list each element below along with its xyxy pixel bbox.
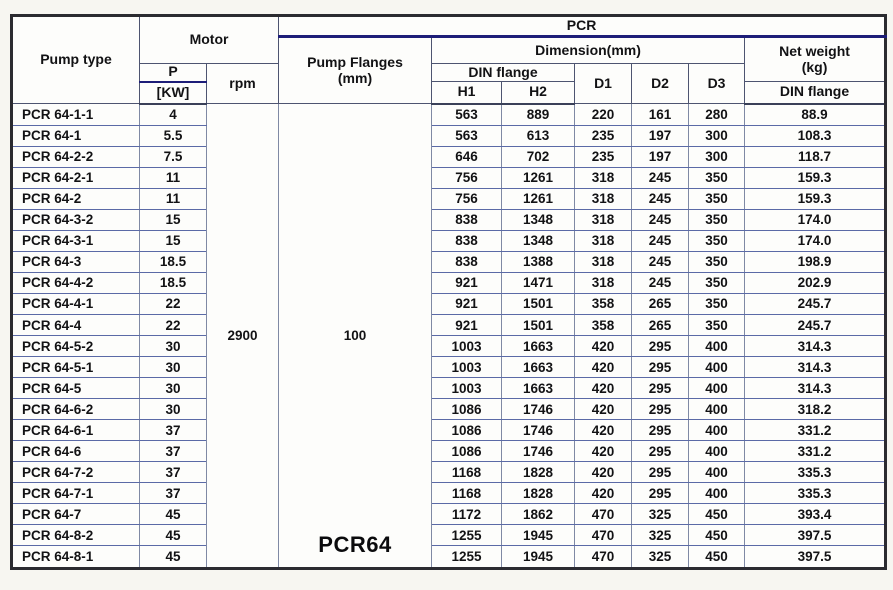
- cell-pump-type: PCR 64-5-1: [12, 357, 140, 378]
- cell-p-kw: 18.5: [140, 251, 207, 272]
- cell-d3: 400: [689, 483, 745, 504]
- cell-pump-type: PCR 64-7: [12, 504, 140, 525]
- header-pump-flanges: [279, 37, 432, 104]
- cell-net-weight: 318.2: [745, 399, 886, 420]
- cell-net-weight: 88.9: [745, 104, 886, 126]
- cell-h2: 1261: [502, 188, 575, 209]
- table-header: [12, 16, 886, 104]
- cell-d3: 400: [689, 336, 745, 357]
- table-row: [12, 525, 886, 546]
- cell-h2: 1501: [502, 293, 575, 314]
- cell-p-kw: 45: [140, 504, 207, 525]
- header-dimension: Dimension(mm): [432, 37, 745, 64]
- header-net-weight: [745, 37, 886, 82]
- table-row: [12, 293, 886, 314]
- cell-d2: 197: [632, 125, 689, 146]
- cell-d2: 245: [632, 209, 689, 230]
- series-watermark-label: PCR64: [318, 532, 392, 557]
- cell-net-weight: 314.3: [745, 378, 886, 399]
- cell-p-kw: 45: [140, 546, 207, 569]
- cell-d3: 400: [689, 399, 745, 420]
- cell-h1: 921: [432, 272, 502, 293]
- cell-d1: 470: [575, 525, 632, 546]
- cell-d3: 400: [689, 462, 745, 483]
- cell-p-kw: 4: [140, 104, 207, 126]
- cell-p-kw: 30: [140, 378, 207, 399]
- cell-d1: 220: [575, 104, 632, 126]
- cell-d2: 265: [632, 314, 689, 335]
- cell-p-kw: 11: [140, 188, 207, 209]
- cell-pump-type: PCR 64-3-1: [12, 230, 140, 251]
- cell-pump-flange-merged: 100 PCR64: [279, 104, 432, 569]
- cell-pump-type: PCR 64-4-1: [12, 293, 140, 314]
- cell-p-kw: 22: [140, 314, 207, 335]
- header-net-weight-line1: Net weight: [779, 42, 850, 59]
- cell-pump-type: PCR 64-4: [12, 314, 140, 335]
- cell-h1: 1003: [432, 378, 502, 399]
- cell-pump-type: PCR 64-8-2: [12, 525, 140, 546]
- cell-net-weight: 397.5: [745, 525, 886, 546]
- cell-d1: 358: [575, 293, 632, 314]
- cell-net-weight: 335.3: [745, 483, 886, 504]
- cell-p-kw: 18.5: [140, 272, 207, 293]
- cell-d2: 197: [632, 146, 689, 167]
- cell-d1: 318: [575, 230, 632, 251]
- cell-d1: 318: [575, 209, 632, 230]
- cell-d3: 400: [689, 378, 745, 399]
- cell-d3: 400: [689, 420, 745, 441]
- cell-net-weight: 314.3: [745, 336, 886, 357]
- cell-pump-type: PCR 64-3-2: [12, 209, 140, 230]
- cell-d2: 245: [632, 167, 689, 188]
- cell-h2: 1348: [502, 230, 575, 251]
- cell-p-kw: 22: [140, 293, 207, 314]
- cell-d1: 318: [575, 188, 632, 209]
- cell-h2: 702: [502, 146, 575, 167]
- cell-p-kw: 11: [140, 167, 207, 188]
- header-p: P: [140, 64, 207, 82]
- header-pcr: PCR: [279, 16, 886, 37]
- cell-pump-type: PCR 64-1: [12, 125, 140, 146]
- cell-p-kw: 37: [140, 462, 207, 483]
- pump-spec-table: [10, 14, 887, 570]
- cell-pump-type: PCR 64-2: [12, 188, 140, 209]
- cell-h2: 1945: [502, 525, 575, 546]
- cell-d3: 300: [689, 146, 745, 167]
- cell-d2: 265: [632, 293, 689, 314]
- cell-d2: 245: [632, 272, 689, 293]
- cell-h2: 1945: [502, 546, 575, 569]
- cell-h1: 563: [432, 104, 502, 126]
- cell-net-weight: 118.7: [745, 146, 886, 167]
- cell-d3: 300: [689, 125, 745, 146]
- table-row: [12, 378, 886, 399]
- cell-net-weight: 245.7: [745, 314, 886, 335]
- cell-d2: 295: [632, 399, 689, 420]
- cell-h1: 1168: [432, 483, 502, 504]
- header-d3: D3: [689, 64, 745, 104]
- cell-d2: 295: [632, 357, 689, 378]
- cell-d3: 350: [689, 209, 745, 230]
- table-row: [12, 441, 886, 462]
- cell-net-weight: 202.9: [745, 272, 886, 293]
- cell-d1: 318: [575, 272, 632, 293]
- table-row: [12, 125, 886, 146]
- cell-d2: 295: [632, 483, 689, 504]
- cell-net-weight: 159.3: [745, 188, 886, 209]
- cell-d2: 325: [632, 525, 689, 546]
- cell-h2: 1348: [502, 209, 575, 230]
- cell-d2: 295: [632, 462, 689, 483]
- cell-p-kw: 30: [140, 357, 207, 378]
- cell-pump-type: PCR 64-1-1: [12, 104, 140, 126]
- cell-d1: 470: [575, 504, 632, 525]
- cell-h2: 889: [502, 104, 575, 126]
- cell-d3: 450: [689, 546, 745, 569]
- table-row: [12, 272, 886, 293]
- cell-d1: 420: [575, 420, 632, 441]
- cell-d3: 350: [689, 230, 745, 251]
- cell-h2: 1388: [502, 251, 575, 272]
- cell-h2: 1862: [502, 504, 575, 525]
- cell-h2: 1663: [502, 336, 575, 357]
- cell-d1: 420: [575, 399, 632, 420]
- table-row: [12, 230, 886, 251]
- cell-net-weight: 331.2: [745, 441, 886, 462]
- cell-pump-type: PCR 64-4-2: [12, 272, 140, 293]
- cell-h2: 1501: [502, 314, 575, 335]
- cell-d1: 318: [575, 251, 632, 272]
- table-row: [12, 188, 886, 209]
- cell-d1: 235: [575, 146, 632, 167]
- cell-net-weight: 174.0: [745, 230, 886, 251]
- cell-d1: 420: [575, 336, 632, 357]
- cell-h1: 646: [432, 146, 502, 167]
- table-row: [12, 546, 886, 569]
- cell-h1: 1086: [432, 441, 502, 462]
- cell-h1: 1172: [432, 504, 502, 525]
- cell-d1: 420: [575, 462, 632, 483]
- cell-d2: 325: [632, 546, 689, 569]
- cell-d3: 350: [689, 272, 745, 293]
- cell-pump-type: PCR 64-6-1: [12, 420, 140, 441]
- cell-pump-type: PCR 64-7-1: [12, 483, 140, 504]
- cell-d2: 295: [632, 420, 689, 441]
- cell-d2: 295: [632, 378, 689, 399]
- header-pump-flanges-line1: Pump Flanges: [307, 53, 403, 70]
- cell-p-kw: 5.5: [140, 125, 207, 146]
- cell-pump-type: PCR 64-7-2: [12, 462, 140, 483]
- table-row: [12, 399, 886, 420]
- cell-pump-type: PCR 64-3: [12, 251, 140, 272]
- cell-d3: 350: [689, 251, 745, 272]
- cell-d2: 245: [632, 188, 689, 209]
- header-motor: Motor: [140, 16, 279, 64]
- cell-p-kw: 37: [140, 483, 207, 504]
- cell-pump-type: PCR 64-6: [12, 441, 140, 462]
- cell-net-weight: 174.0: [745, 209, 886, 230]
- cell-h1: 1255: [432, 546, 502, 569]
- cell-pump-type: PCR 64-2-2: [12, 146, 140, 167]
- cell-h2: 1663: [502, 378, 575, 399]
- cell-h1: 1003: [432, 336, 502, 357]
- cell-h2: 1663: [502, 357, 575, 378]
- table-row: [12, 357, 886, 378]
- table-row: [12, 336, 886, 357]
- cell-h1: 1003: [432, 357, 502, 378]
- cell-pump-type: PCR 64-6-2: [12, 399, 140, 420]
- cell-d3: 400: [689, 441, 745, 462]
- table-row: [12, 251, 886, 272]
- cell-d2: 245: [632, 230, 689, 251]
- table-row: [12, 504, 886, 525]
- cell-d2: 245: [632, 251, 689, 272]
- cell-d1: 420: [575, 378, 632, 399]
- cell-p-kw: 37: [140, 441, 207, 462]
- cell-p-kw: 15: [140, 230, 207, 251]
- header-d2: D2: [632, 64, 689, 104]
- table-row: [12, 104, 886, 126]
- cell-p-kw: 30: [140, 336, 207, 357]
- cell-d2: 325: [632, 504, 689, 525]
- cell-pump-type: PCR 64-5: [12, 378, 140, 399]
- cell-net-weight: 245.7: [745, 293, 886, 314]
- cell-net-weight: 108.3: [745, 125, 886, 146]
- cell-h2: 1261: [502, 167, 575, 188]
- header-din-flange: DIN flange: [432, 64, 575, 82]
- cell-pump-type: PCR 64-8-1: [12, 546, 140, 569]
- cell-h1: 1086: [432, 420, 502, 441]
- table-row: [12, 420, 886, 441]
- cell-h1: 921: [432, 314, 502, 335]
- cell-h1: 838: [432, 251, 502, 272]
- cell-d3: 450: [689, 504, 745, 525]
- cell-p-kw: 7.5: [140, 146, 207, 167]
- cell-p-kw: 15: [140, 209, 207, 230]
- cell-h2: 1828: [502, 462, 575, 483]
- cell-d3: 280: [689, 104, 745, 126]
- cell-d1: 420: [575, 441, 632, 462]
- cell-d1: 235: [575, 125, 632, 146]
- cell-net-weight: 397.5: [745, 546, 886, 569]
- cell-p-kw: 30: [140, 399, 207, 420]
- cell-h1: 756: [432, 188, 502, 209]
- cell-net-weight: 393.4: [745, 504, 886, 525]
- cell-net-weight: 159.3: [745, 167, 886, 188]
- cell-d3: 350: [689, 314, 745, 335]
- cell-d3: 350: [689, 293, 745, 314]
- header-net-weight-line2: (kg): [801, 58, 828, 75]
- cell-h1: 921: [432, 293, 502, 314]
- cell-d2: 295: [632, 441, 689, 462]
- cell-h1: 838: [432, 209, 502, 230]
- cell-h1: 756: [432, 167, 502, 188]
- cell-d1: 318: [575, 167, 632, 188]
- cell-net-weight: 331.2: [745, 420, 886, 441]
- cell-d2: 295: [632, 336, 689, 357]
- table-row: [12, 483, 886, 504]
- cell-h2: 1746: [502, 399, 575, 420]
- header-rpm: rpm: [207, 64, 279, 104]
- cell-d3: 450: [689, 525, 745, 546]
- cell-h2: 613: [502, 125, 575, 146]
- table-row: [12, 314, 886, 335]
- cell-pump-type: PCR 64-2-1: [12, 167, 140, 188]
- cell-h2: 1746: [502, 441, 575, 462]
- cell-d1: 420: [575, 483, 632, 504]
- cell-d1: 358: [575, 314, 632, 335]
- cell-h1: 563: [432, 125, 502, 146]
- cell-h1: 1086: [432, 399, 502, 420]
- cell-h1: 1168: [432, 462, 502, 483]
- cell-p-kw: 45: [140, 525, 207, 546]
- cell-d1: 420: [575, 357, 632, 378]
- cell-h2: 1471: [502, 272, 575, 293]
- header-p-unit: [KW]: [140, 82, 207, 104]
- table-body: [12, 104, 886, 569]
- cell-d3: 350: [689, 167, 745, 188]
- table-row: [12, 209, 886, 230]
- header-pump-type: Pump type: [12, 16, 140, 104]
- cell-net-weight: 198.9: [745, 251, 886, 272]
- cell-h2: 1746: [502, 420, 575, 441]
- cell-d2: 161: [632, 104, 689, 126]
- table-row: [12, 167, 886, 188]
- cell-h2: 1828: [502, 483, 575, 504]
- table-row: [12, 146, 886, 167]
- cell-p-kw: 37: [140, 420, 207, 441]
- header-net-weight-sub: DIN flange: [745, 82, 886, 104]
- header-h1: H1: [432, 82, 502, 104]
- cell-d1: 470: [575, 546, 632, 569]
- cell-pump-type: PCR 64-5-2: [12, 336, 140, 357]
- cell-net-weight: 335.3: [745, 462, 886, 483]
- cell-h1: 838: [432, 230, 502, 251]
- cell-d3: 400: [689, 357, 745, 378]
- header-pump-flanges-line2: (mm): [337, 69, 373, 86]
- cell-rpm-merged: 2900: [207, 104, 279, 569]
- cell-d3: 350: [689, 188, 745, 209]
- cell-h1: 1255: [432, 525, 502, 546]
- header-h2: H2: [502, 82, 575, 104]
- header-d1: D1: [575, 64, 632, 104]
- cell-net-weight: 314.3: [745, 357, 886, 378]
- table-row: [12, 462, 886, 483]
